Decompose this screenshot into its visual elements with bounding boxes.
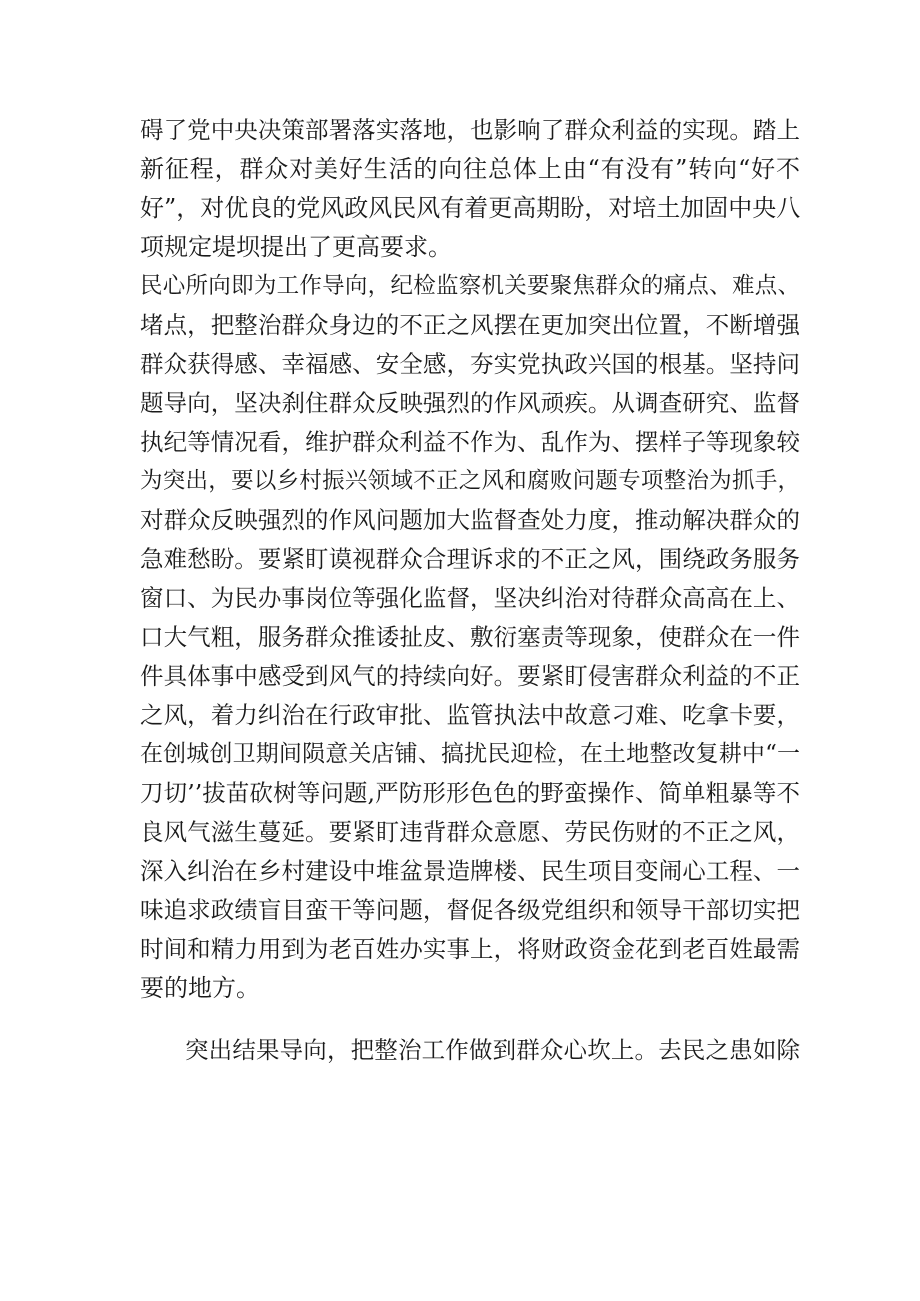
paragraph-2-line-14: 刀切’’拔苗砍树等问题,严防形形色色的野蛮操作、简单粗暴等不 [140,779,800,807]
paragraph-2-line-2: 堵点，把整治群众身边的不正之风摆在更加突出位置，不断增强 [140,311,800,339]
paragraph-1-line-4: 项规定堤坝提出了更高要求。 [140,233,452,261]
paragraph-2-line-4: 题导向，坚决刹住群众反映强烈的作风顽疾。从调查研究、监督 [140,389,800,417]
paragraph-2-line-6: 为突出，要以乡村振兴领域不正之风和腐败问题专项整治为抓手， [140,468,800,494]
paragraph-2-line-5: 执纪等情况看，维护群众利益不作为、乱作为、摆样子等现象较 [140,428,800,456]
paragraph-2-line-19: 要的地方。 [140,974,260,1002]
paragraph-2-line-1: 民心所向即为工作导向，纪检监察机关要聚焦群众的痛点、难点、 [140,273,800,299]
paragraph-2-line-3: 群众获得感、幸福感、安全感，夯实党执政兴国的根基。坚持问 [140,350,800,378]
paragraph-2-line-17: 味追求政绩盲目蛮干等问题，督促各级党组织和领导干部切实把 [140,896,800,924]
paragraph-2-line-16: 深入纠治在乡村建设中堆盆景造牌楼、民生项目变闹心工程、一 [140,857,800,885]
paragraph-2-line-10: 口大气粗，服务群众推诿扯皮、敷衍塞责等现象，使群众在一件 [140,623,800,651]
paragraph-2-line-18: 时间和精力用到为老百姓办实事上，将财政资金花到老百姓最需 [140,935,800,963]
paragraph-3-line-1: 突出结果导向，把整治工作做到群众心坎上。去民之患如除 [185,1036,800,1064]
paragraph-1-line-3: 好”，对优良的党风政风民风有着更高期盼，对培土加固中央八 [140,194,801,222]
paragraph-2-line-8: 急难愁盼。要紧盯谟视群众合理诉求的不正之风，围绕政务服务 [140,545,800,573]
paragraph-1-line-1: 碍了党中央决策部署落实落地，也影响了群众利益的实现。踏上 [140,116,800,144]
paragraph-2-line-7: 对群众反映强烈的作风问题加大监督查处力度，推动解决群众的 [140,506,800,534]
paragraph-2-line-12: 之风，着力纠治在行政审批、监管执法中故意刁难、吃拿卡要， [140,701,800,729]
paragraph-1-line-2: 新征程，群众对美好生活的向往总体上由“有没有”转向“好不 [140,155,800,183]
paragraph-2-line-13: 在创城创卫期间陨意关店铺、搞扰民迎检，在土地整改复耕中“一 [140,741,800,767]
paragraph-2-line-11: 件具体事中感受到风气的持续向好。要紧盯侵害群众利益的不正 [140,662,800,690]
paragraph-2-line-15: 良风气滋生蔓延。要紧盯违背群众意愿、劳民伤财的不正之风， [140,818,800,846]
paragraph-2-line-9: 窗口、为民办事岗位等强化监督，坚决纠治对待群众高高在上、 [140,584,800,612]
